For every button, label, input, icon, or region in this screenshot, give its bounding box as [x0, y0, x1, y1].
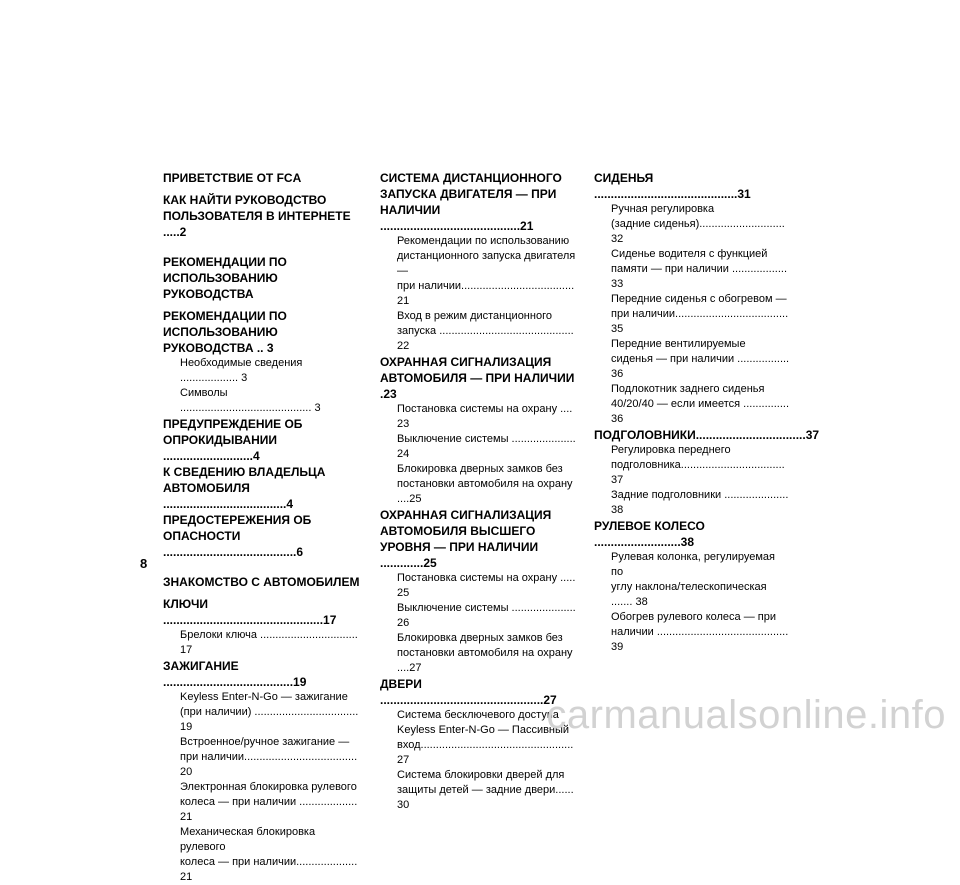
toc-entry: Передние сиденья с обогревом —: [611, 293, 787, 305]
toc-section-heading: ПРЕДОСТЕРЕЖЕНИЯ ОБ: [163, 513, 312, 527]
toc-section-heading: УРОВНЯ — ПРИ НАЛИЧИИ .............25: [380, 540, 539, 570]
toc-entry: Выключение системы ..................... 26: [397, 602, 576, 629]
toc-section-heading: АВТОМОБИЛЯ — ПРИ НАЛИЧИИ .23: [380, 371, 575, 401]
toc-entry: (при наличии) .................................. 19: [180, 706, 359, 733]
toc-section-heading: ЗАПУСКА ДВИГАТЕЛЯ — ПРИ: [380, 187, 557, 201]
toc-entry: памяти — при наличии .................. 33: [611, 263, 788, 290]
toc-entry: Система блокировки дверей для: [397, 769, 565, 781]
toc-entry: Сиденье водителя с функцией: [611, 248, 768, 260]
toc-section-heading: ПОЛЬЗОВАТЕЛЯ В ИНТЕРНЕТЕ .....2: [163, 209, 351, 239]
toc-entry: защиты детей — задние двери...... 30: [397, 784, 574, 811]
toc-entry: постановки автомобиля на охрану ....27: [397, 647, 573, 674]
toc-section-heading: КАК НАЙТИ РУКОВОДСТВО: [163, 193, 327, 207]
toc-entry: наличии ........................................... 39: [611, 626, 789, 653]
toc-section-heading: ЗАЖИГАНИЕ .......................................19: [163, 659, 307, 689]
toc-section-heading: РЕКОМЕНДАЦИИ ПО: [163, 255, 287, 269]
toc-entry: Необходимые сведения ................... 3: [180, 357, 303, 384]
toc-entry: Блокировка дверных замков без: [397, 632, 563, 644]
toc-entry: при наличии..................................... 21: [397, 280, 575, 307]
toc-entry: Keyless Enter-N-Go — Пассивный: [397, 724, 570, 736]
toc-section-heading: ПОДГОЛОВНИКИ.................................37: [594, 428, 820, 442]
toc-entry: Выключение системы ..................... 24: [397, 433, 576, 460]
toc-entry: при наличии..................................... 20: [180, 751, 358, 778]
toc-entry: подголовника.................................. 37: [611, 459, 785, 486]
toc-entry: Подлокотник заднего сиденья: [611, 383, 765, 395]
toc-column-1: [163, 170, 361, 885]
toc-section-heading: РЕКОМЕНДАЦИИ ПО: [163, 309, 287, 323]
toc-section-heading: ОПРОКИДЫВАНИИ ...........................4: [163, 433, 278, 463]
toc-section-heading: ОХРАННАЯ СИГНАЛИЗАЦИЯ: [380, 508, 552, 522]
watermark: carmanualsonline.info: [546, 693, 946, 737]
toc-entry: 40/20/40 — если имеется ............... 36: [611, 398, 790, 425]
toc-section-heading: АВТОМОБИЛЯ ВЫСШЕГО: [380, 524, 536, 538]
toc-entry: Регулировка переднего: [611, 444, 731, 456]
toc-entry: Рекомендации по использованию: [397, 235, 570, 247]
toc-section-heading: ЗНАКОМСТВО С АВТОМОБИЛЕМ: [163, 575, 360, 589]
toc-entry: при наличии..................................... 35: [611, 308, 789, 335]
toc-section-heading: ДВЕРИ .................................................27: [380, 677, 557, 707]
toc-section-heading: КЛЮЧИ ................................................17: [163, 597, 337, 627]
toc-entry: Брелоки ключа ................................ 17: [180, 629, 358, 656]
toc-column-3: [594, 170, 820, 655]
toc-entry: постановки автомобиля на охрану ....25: [397, 478, 573, 505]
toc-entry: углу наклона/телескопическая ....... 38: [611, 581, 767, 608]
toc-entry: Keyless Enter-N-Go — зажигание: [180, 691, 348, 703]
toc-entry: вход.................................................. 27: [397, 739, 574, 766]
toc-entry: Передние вентилируемые: [611, 338, 746, 350]
toc-entry: сиденья — при наличии ................. 36: [611, 353, 790, 380]
toc-entry: запуска ............................................ 22: [397, 325, 574, 352]
toc-entry: колеса — при наличии.................... 21: [180, 856, 358, 883]
toc-section-heading: ОХРАННАЯ СИГНАЛИЗАЦИЯ: [380, 355, 552, 369]
toc-entry: колеса — при наличии ................... 21: [180, 796, 358, 823]
toc-entry: Ручная регулировка: [611, 203, 715, 215]
toc-section-heading: ПРИВЕТСТВИЕ ОТ FCA: [163, 171, 302, 185]
toc-section-heading: РУЛЕВОЕ КОЛЕСО ..........................38: [594, 519, 705, 549]
toc-entry: Символы ........................................... 3: [180, 387, 321, 414]
toc-entry: (задние сиденья)............................ 32: [611, 218, 785, 245]
toc-entry: Постановка системы на охрану .... 23: [397, 403, 573, 430]
toc-section-heading: АВТОМОБИЛЯ .....................................4: [163, 481, 294, 511]
toc-section-heading: ИСПОЛЬЗОВАНИЮ РУКОВОДСТВА: [163, 271, 278, 301]
toc-section-heading: ИСПОЛЬЗОВАНИЮ РУКОВОДСТВА .. 3: [163, 325, 278, 355]
toc-entry: Механическая блокировка рулевого: [180, 826, 316, 853]
toc-entry: Рулевая колонка, регулируемая по: [611, 551, 776, 578]
toc-entry: Блокировка дверных замков без: [397, 463, 563, 475]
toc-entry: Задние подголовники ..................... 38: [611, 489, 789, 516]
toc-entry: Обогрев рулевого колеса — при: [611, 611, 776, 623]
toc-section-heading: СИДЕНЬЯ ...........................................31: [594, 171, 751, 201]
toc-entry: дистанционного запуска двигателя —: [397, 250, 576, 277]
toc-entry: Электронная блокировка рулевого: [180, 781, 357, 793]
toc-section-heading: К СВЕДЕНИЮ ВЛАДЕЛЬЦА: [163, 465, 326, 479]
toc-section-heading: ОПАСНОСТИ ........................................6: [163, 529, 304, 559]
toc-entry: Вход в режим дистанционного: [397, 310, 552, 322]
toc-entry: Постановка системы на охрану ..... 25: [397, 572, 576, 599]
toc-section-heading: СИСТЕМА ДИСТАНЦИОННОГО: [380, 171, 562, 185]
page-number: 8: [140, 556, 148, 571]
toc-section-heading: НАЛИЧИИ ..........................................21: [380, 203, 534, 233]
toc-entry: Встроенное/ручное зажигание —: [180, 736, 350, 748]
toc-entry: Система бесключевого доступа: [397, 709, 559, 721]
toc-section-heading: ПРЕДУПРЕЖДЕНИЕ ОБ: [163, 417, 303, 431]
